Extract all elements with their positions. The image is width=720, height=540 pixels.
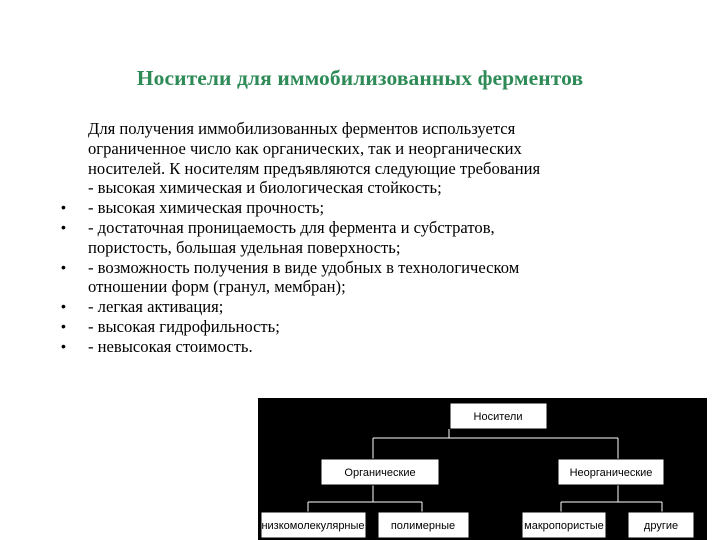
label-inorganic: Неорганические [569, 467, 653, 479]
text-line [61, 297, 648, 317]
text-line [61, 316, 648, 337]
label-organic: Органические [344, 467, 416, 479]
bullet-icon: • [61, 218, 66, 235]
text-line-content: - возможность получения в виде удобных в технологическом [88, 257, 520, 277]
label-macro: макропористые [524, 520, 604, 532]
label-other: другие [643, 520, 679, 532]
text-line-content: - невысокая стоимость. [88, 336, 253, 356]
text-line [61, 198, 648, 218]
text-line [61, 257, 648, 278]
text-line [88, 159, 648, 179]
text-line-content: - высокая химическая прочность; [88, 198, 325, 218]
text-line [88, 119, 648, 139]
requirements-text [61, 119, 648, 357]
text-line [61, 336, 648, 357]
label-lowmol: низкомолекулярные [261, 520, 365, 532]
bullet-icon: • [61, 298, 66, 315]
diagram-svg [258, 398, 707, 540]
text-line-content: носителей. К носителям предъявляются следующие требования [88, 158, 541, 178]
text-line-content: отношении форм (гранул, мембран); [88, 277, 346, 297]
label-polymer: полимерные [390, 520, 456, 532]
text-line [61, 217, 648, 238]
text-line-content: пористость, большая удельная поверхность; [88, 237, 401, 257]
text-line [88, 139, 648, 159]
text-line-content: - высокая химическая и биологическая стойкость; [88, 178, 442, 198]
text-line [88, 178, 648, 198]
bullet-icon: • [61, 258, 66, 275]
text-line-content: - высокая гидрофильность; [88, 316, 280, 336]
bullet-icon: • [61, 337, 66, 354]
bullet-icon: • [61, 199, 66, 216]
text-line-content: - легкая активация; [88, 297, 224, 317]
text-line-content: ограниченное число как органических, так и неорганических [88, 138, 522, 158]
carriers-diagram [258, 398, 707, 540]
text-line-content: - достаточная проницаемость для фермента и субстратов, [88, 217, 495, 237]
text-line [88, 238, 648, 258]
slide-title: Носители для иммобилизованных ферментов [136, 66, 584, 90]
label-root: Носители [473, 411, 523, 423]
text-line [88, 277, 648, 297]
text-line-content: Для получения иммобилизованных ферментов используется [88, 119, 516, 138]
bullet-icon: • [61, 317, 66, 334]
